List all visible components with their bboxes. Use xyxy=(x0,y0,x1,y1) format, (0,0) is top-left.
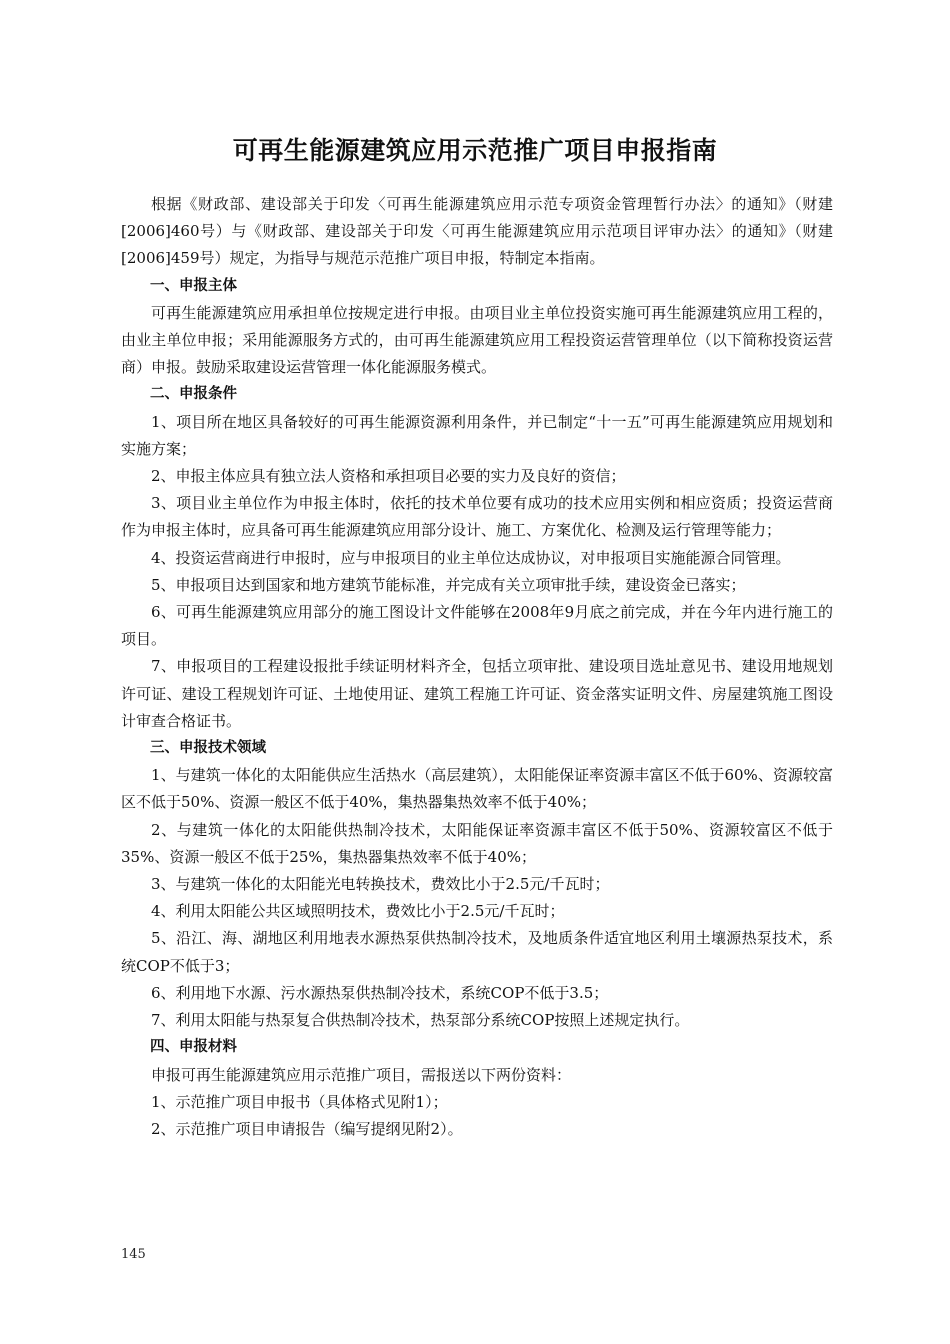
section-paragraph: 3、项目业主单位作为申报主体时，依托的技术单位要有成功的技术应用实例和相应资质；投资运营商作为申报主体时，应具备可再生能源建筑应用部分设计、施工、方案优化、检测及运行管理等能力； xyxy=(121,494,833,540)
document-title: 可再生能源建筑应用示范推广项目申报指南 xyxy=(232,136,718,165)
section-paragraph: 7、申报项目的工程建设报批手续证明材料齐全，包括立项审批、建设项目选址意见书、建设用地规划许可证、建设工程规划许可证、土地使用证、建筑工程施工许可证、资金落实证明文件、房屋建筑施工图设计审查合格证书。 xyxy=(121,657,833,730)
document-body xyxy=(121,191,833,1143)
section-paragraph: 7、利用太阳能与热泵复合供热制冷技术，热泵部分系统COP按照上述规定执行。 xyxy=(151,1011,690,1030)
section-paragraph: 3、与建筑一体化的太阳能光电转换技术，费效比小于2.5元/千瓦时； xyxy=(151,875,610,894)
section-paragraph: 申报可再生能源建筑应用示范推广项目，需报送以下两份资料： xyxy=(151,1065,572,1084)
section-materials xyxy=(121,1034,833,1143)
section-paragraph: 1、与建筑一体化的太阳能供应生活热水（高层建筑），太阳能保证率资源丰富区不低于60%、资源较富区不低于50%、资源一般区不低于40%，集热器集热效率不低于40%； xyxy=(121,766,833,812)
section-paragraph: 6、可再生能源建筑应用部分的施工图设计文件能够在2008年9月底之前完成，并在今年内进行施工的项目。 xyxy=(121,603,833,649)
section-paragraph: 5、申报项目达到国家和地方建筑节能标准，并完成有关立项审批手续，建设资金已落实； xyxy=(151,575,746,594)
section-heading: 四、申报材料 xyxy=(150,1039,237,1056)
section-heading: 二、申报条件 xyxy=(150,386,237,403)
intro-paragraph: 根据《财政部、建设部关于印发〈可再生能源建筑应用示范专项资金管理暂行办法〉的通知》（财建[2006]460号）与《财政部、建设部关于印发〈可再生能源建筑应用示范项目评审办法〉的通知》（财建[2006]459号）规定，为指导与规范示范推广项目申报，特制定本指南。 xyxy=(121,195,833,268)
section-paragraph: 4、利用太阳能公共区域照明技术，费效比小于2.5元/千瓦时； xyxy=(151,902,565,921)
section-paragraph: 5、沿江、海、湖地区利用地表水源热泵供热制冷技术，及地质条件适宜地区利用土壤源热泵技术，系统COP不低于3； xyxy=(121,929,833,975)
section-paragraph: 2、示范推广项目申请报告（编写提纲见附2）。 xyxy=(151,1119,463,1138)
section-tech-fields xyxy=(121,735,833,1034)
page-number: 145 xyxy=(121,1247,146,1262)
section-paragraph: 2、申报主体应具有独立法人资格和承担项目必要的实力及良好的资信； xyxy=(151,467,626,486)
section-paragraph: 4、投资运营商进行申报时，应与申报项目的业主单位达成协议，对申报项目实施能源合同管理。 xyxy=(151,548,791,567)
section-paragraph: 6、利用地下水源、污水源热泵供热制冷技术，系统COP不低于3.5； xyxy=(151,983,609,1002)
section-heading: 三、申报技术领域 xyxy=(150,740,266,757)
section-subject xyxy=(121,273,833,382)
section-heading: 一、申报主体 xyxy=(150,277,237,294)
section-conditions xyxy=(121,381,833,735)
section-paragraph: 可再生能源建筑应用承担单位按规定进行申报。由项目业主单位投资实施可再生能源建筑应用工程的，由业主单位申报；采用能源服务方式的，由可再生能源建筑应用工程投资运营管理单位（以下简称投资运营商）申报。鼓励采取建设运营管理一体化能源服务模式。 xyxy=(121,303,833,377)
section-paragraph: 1、示范推广项目申报书（具体格式见附1）； xyxy=(151,1092,448,1111)
section-paragraph: 2、与建筑一体化的太阳能供热制冷技术，太阳能保证率资源丰富区不低于50%、资源较富区不低于35%、资源一般区不低于25%，集热器集热效率不低于40%； xyxy=(121,820,833,866)
section-paragraph: 1、项目所在地区具备较好的可再生能源资源利用条件，并已制定“十一五”可再生能源建筑应用规划和实施方案； xyxy=(121,412,833,458)
